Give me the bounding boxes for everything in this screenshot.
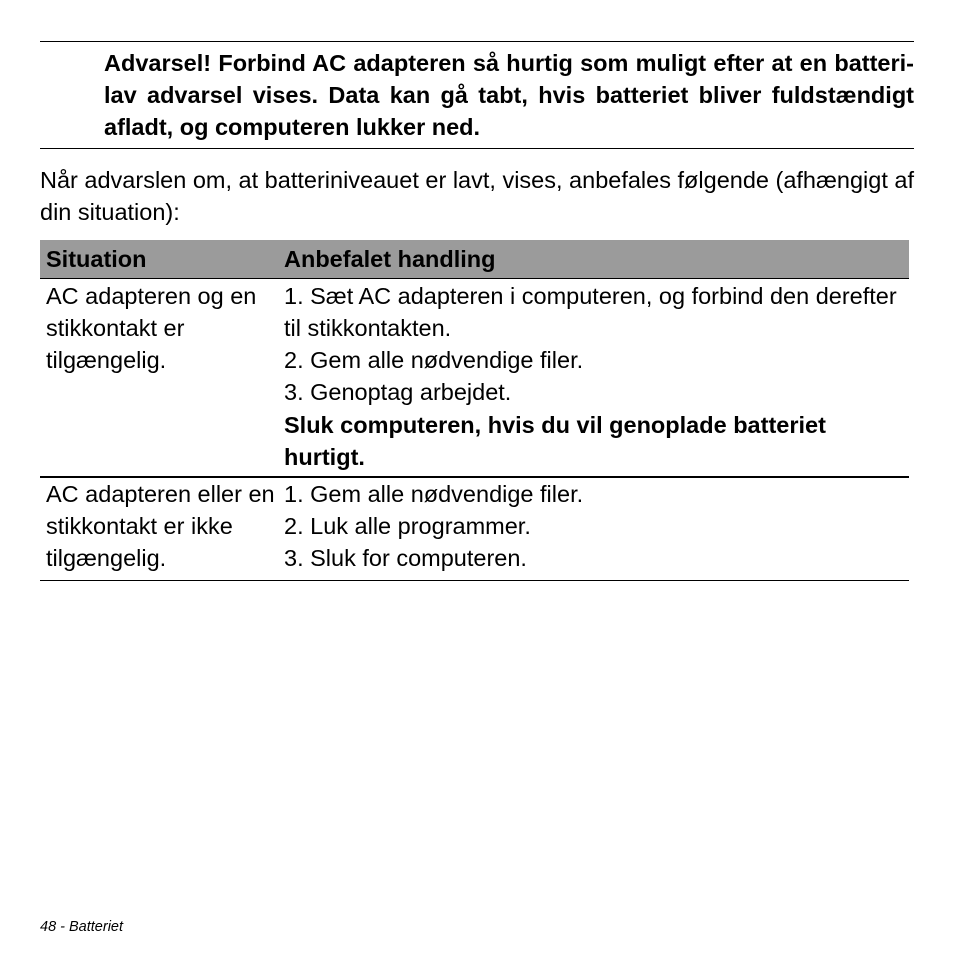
situation-cell: AC adapteren og en stikkontakt er tilgængelig. [40, 279, 278, 478]
warning-text: Advarsel! Forbind AC adapteren så hurtig som muligt efter at en batteri-lav advarsel vises. Data kan gå tabt, hvis batteriet bliver fuldstændigt afladt, og computeren lukker ned. [104, 50, 914, 140]
action-step: 1. Gem alle nødvendige filer. [284, 481, 584, 507]
table-row [40, 279, 909, 478]
table-row [40, 477, 909, 581]
header-action: Anbefalet handling [278, 240, 909, 279]
action-cell [278, 477, 909, 581]
intro-paragraph: Når advarslen om, at batteriniveauet er lavt, vises, anbefales følgende (afhængigt af din situation): [40, 167, 914, 225]
page-footer: 48 - Batteriet [40, 919, 124, 935]
battery-actions-table [40, 240, 909, 581]
action-step: 2. Luk alle programmer. [284, 513, 531, 539]
action-cell [278, 279, 909, 478]
situation-cell: AC adapteren eller en stikkontakt er ikke tilgængelig. [40, 477, 278, 581]
action-step: 2. Gem alle nødvendige filer. [284, 347, 584, 373]
table-header-row [40, 240, 909, 279]
action-note: Sluk computeren, hvis du vil genoplade batteriet hurtigt. [284, 412, 826, 470]
action-step: 1. Sæt AC adapteren i computeren, og forbind den derefter til stikkontakten. [284, 283, 897, 341]
warning-bottom-rule [40, 148, 914, 149]
warning-top-rule [40, 41, 914, 42]
header-situation: Situation [40, 240, 278, 279]
action-step: 3. Sluk for computeren. [284, 545, 527, 571]
action-step: 3. Genoptag arbejdet. [284, 379, 512, 405]
